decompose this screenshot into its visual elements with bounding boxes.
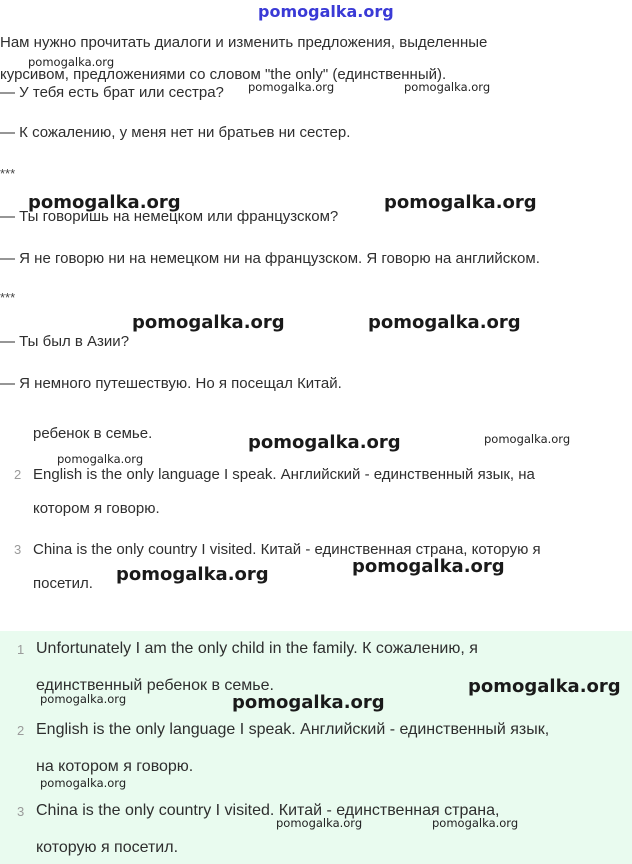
dialog-3-answer: — Я немного путешествую. Но я посещал Китай.	[0, 375, 342, 392]
intro-line-2: курсивом, предложениями со словом "the only" (единственный).	[0, 66, 447, 83]
list-item-number: 2	[14, 467, 22, 482]
watermark: pomogalka.org	[404, 80, 491, 94]
intro-line-1: Нам нужно прочитать диалоги и изменить предложения, выделенные	[0, 34, 488, 51]
watermark: pomogalka.org	[57, 452, 144, 466]
watermark: pomogalka.org	[28, 55, 115, 69]
answer-text-cont: которую я посетил.	[36, 839, 179, 856]
watermark: pomogalka.org	[468, 676, 621, 697]
dialog-1-question: — У тебя есть брат или сестра?	[0, 84, 224, 101]
answer-text: China is the only country I visited. Китай - единственная страна,	[36, 802, 500, 819]
list-item-text-cont: котором я говорю.	[33, 500, 160, 517]
watermark: pomogalka.org	[484, 432, 571, 446]
dialog-2-answer: — Я не говорю ни на немецком ни на французском. Я говорю на английском.	[0, 250, 540, 267]
watermark: pomogalka.org	[132, 312, 285, 333]
watermark: pomogalka.org	[116, 564, 269, 585]
list-partial-line: ребенок в семье.	[33, 425, 153, 442]
answer-text-cont: единственный ребенок в семье.	[36, 677, 274, 694]
answer-number: 1	[17, 642, 25, 657]
watermark: pomogalka.org	[40, 692, 127, 706]
answer-text: Unfortunately I am the only child in the family. К сожалению, я	[36, 640, 478, 657]
list-item-text: China is the only country I visited. Китай - единственная страна, которую я	[33, 541, 541, 558]
watermark: pomogalka.org	[232, 692, 385, 713]
answer-text: English is the only language I speak. Английский - единственный язык,	[36, 721, 550, 738]
watermark: pomogalka.org	[248, 432, 401, 453]
watermark: pomogalka.org	[432, 816, 519, 830]
dialog-3-question: — Ты был в Азии?	[0, 333, 130, 350]
watermark: pomogalka.org	[368, 312, 521, 333]
watermark-top: pomogalka.org	[258, 2, 394, 21]
answer-number: 3	[17, 804, 25, 819]
list-item-text: English is the only language I speak. Английский - единственный язык, на	[33, 466, 535, 483]
watermark: pomogalka.org	[40, 776, 127, 790]
watermark: pomogalka.org	[352, 556, 505, 577]
dialog-2-question: — Ты говоришь на немецком или французском?	[0, 208, 339, 225]
separator-1: ***	[0, 166, 16, 181]
answer-text-cont: на котором я говорю.	[36, 758, 194, 775]
watermark: pomogalka.org	[276, 816, 363, 830]
watermark: pomogalka.org	[28, 192, 181, 213]
separator-2: ***	[0, 290, 16, 305]
watermark: pomogalka.org	[248, 80, 335, 94]
watermark: pomogalka.org	[384, 192, 537, 213]
dialog-1-answer: — К сожалению, у меня нет ни братьев ни сестер.	[0, 124, 351, 141]
list-item-text-cont: посетил.	[33, 575, 93, 592]
answer-number: 2	[17, 723, 25, 738]
list-item-number: 3	[14, 542, 22, 557]
